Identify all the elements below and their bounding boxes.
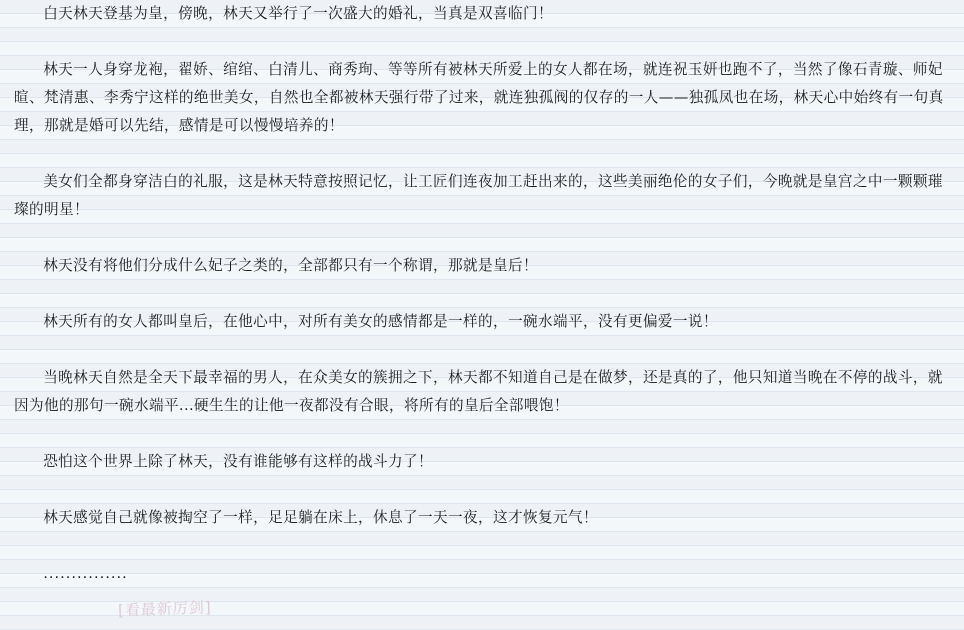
paragraph: 美女们全都身穿洁白的礼服，这是林天特意按照记忆，让工匠们连夜加工赶出来的，这些美丽绝伦的女子们，今晚就是皇宫之中一颗颗璀璨的明星！: [14, 173, 943, 218]
watermark-text: [看最新厉剑]: [117, 598, 213, 620]
paragraph: 白天林天登基为皇，傍晚，林天又举行了一次盛大的婚礼，当真是双喜临门！: [43, 5, 553, 22]
paragraph: 林天一人身穿龙袍，翟娇、绾绾、白清儿、商秀珣、等等所有被林天所爱上的女人都在场，就连祝玉妍也跑不了，当然了像石青璇、师妃暄、梵清惠、李秀宁这样的绝世美女，自然也全都被林天强行带了过来，就连独孤阀的仅存的一人——独孤凤也在场，林天心中始终有一句真理，那就是婚可以先结，感情是可以慢慢培养的！: [14, 61, 944, 134]
paragraph-spacer: [14, 476, 950, 504]
paragraph: 当晚林天自然是全天下最幸福的男人，在众美女的簇拥之下，林天都不知道自己是在做梦，还是真的了，他只知道当晚在不停的战斗，就因为他的那句一碗水端平...硬生生的让他一夜都没有合眼，将所有的皇后全部喂饱！: [14, 369, 943, 414]
paragraph-spacer: [14, 336, 950, 364]
paragraph-spacer: [14, 28, 950, 56]
paragraph-spacer: [14, 532, 950, 560]
paragraph-spacer: [14, 224, 950, 252]
paragraph: 恐怕这个世界上除了林天，没有谁能够有这样的战斗力了！: [43, 453, 434, 470]
paragraph-spacer: [14, 420, 950, 448]
paragraph-spacer: [14, 140, 950, 168]
paragraph-spacer: [14, 280, 950, 308]
paragraph-ellipsis: ...............: [43, 565, 128, 582]
paragraph: 林天感觉自己就像被掏空了一样，足足躺在床上，休息了一天一夜，这才恢复元气！: [43, 509, 598, 526]
paragraph: 林天没有将他们分成什么妃子之类的，全部都只有一个称谓，那就是皇后！: [43, 257, 538, 274]
paragraph: 林天所有的女人都叫皇后，在他心中，对所有美女的感情都是一样的，一碗水端平，没有更偏爱一说！: [43, 313, 718, 330]
